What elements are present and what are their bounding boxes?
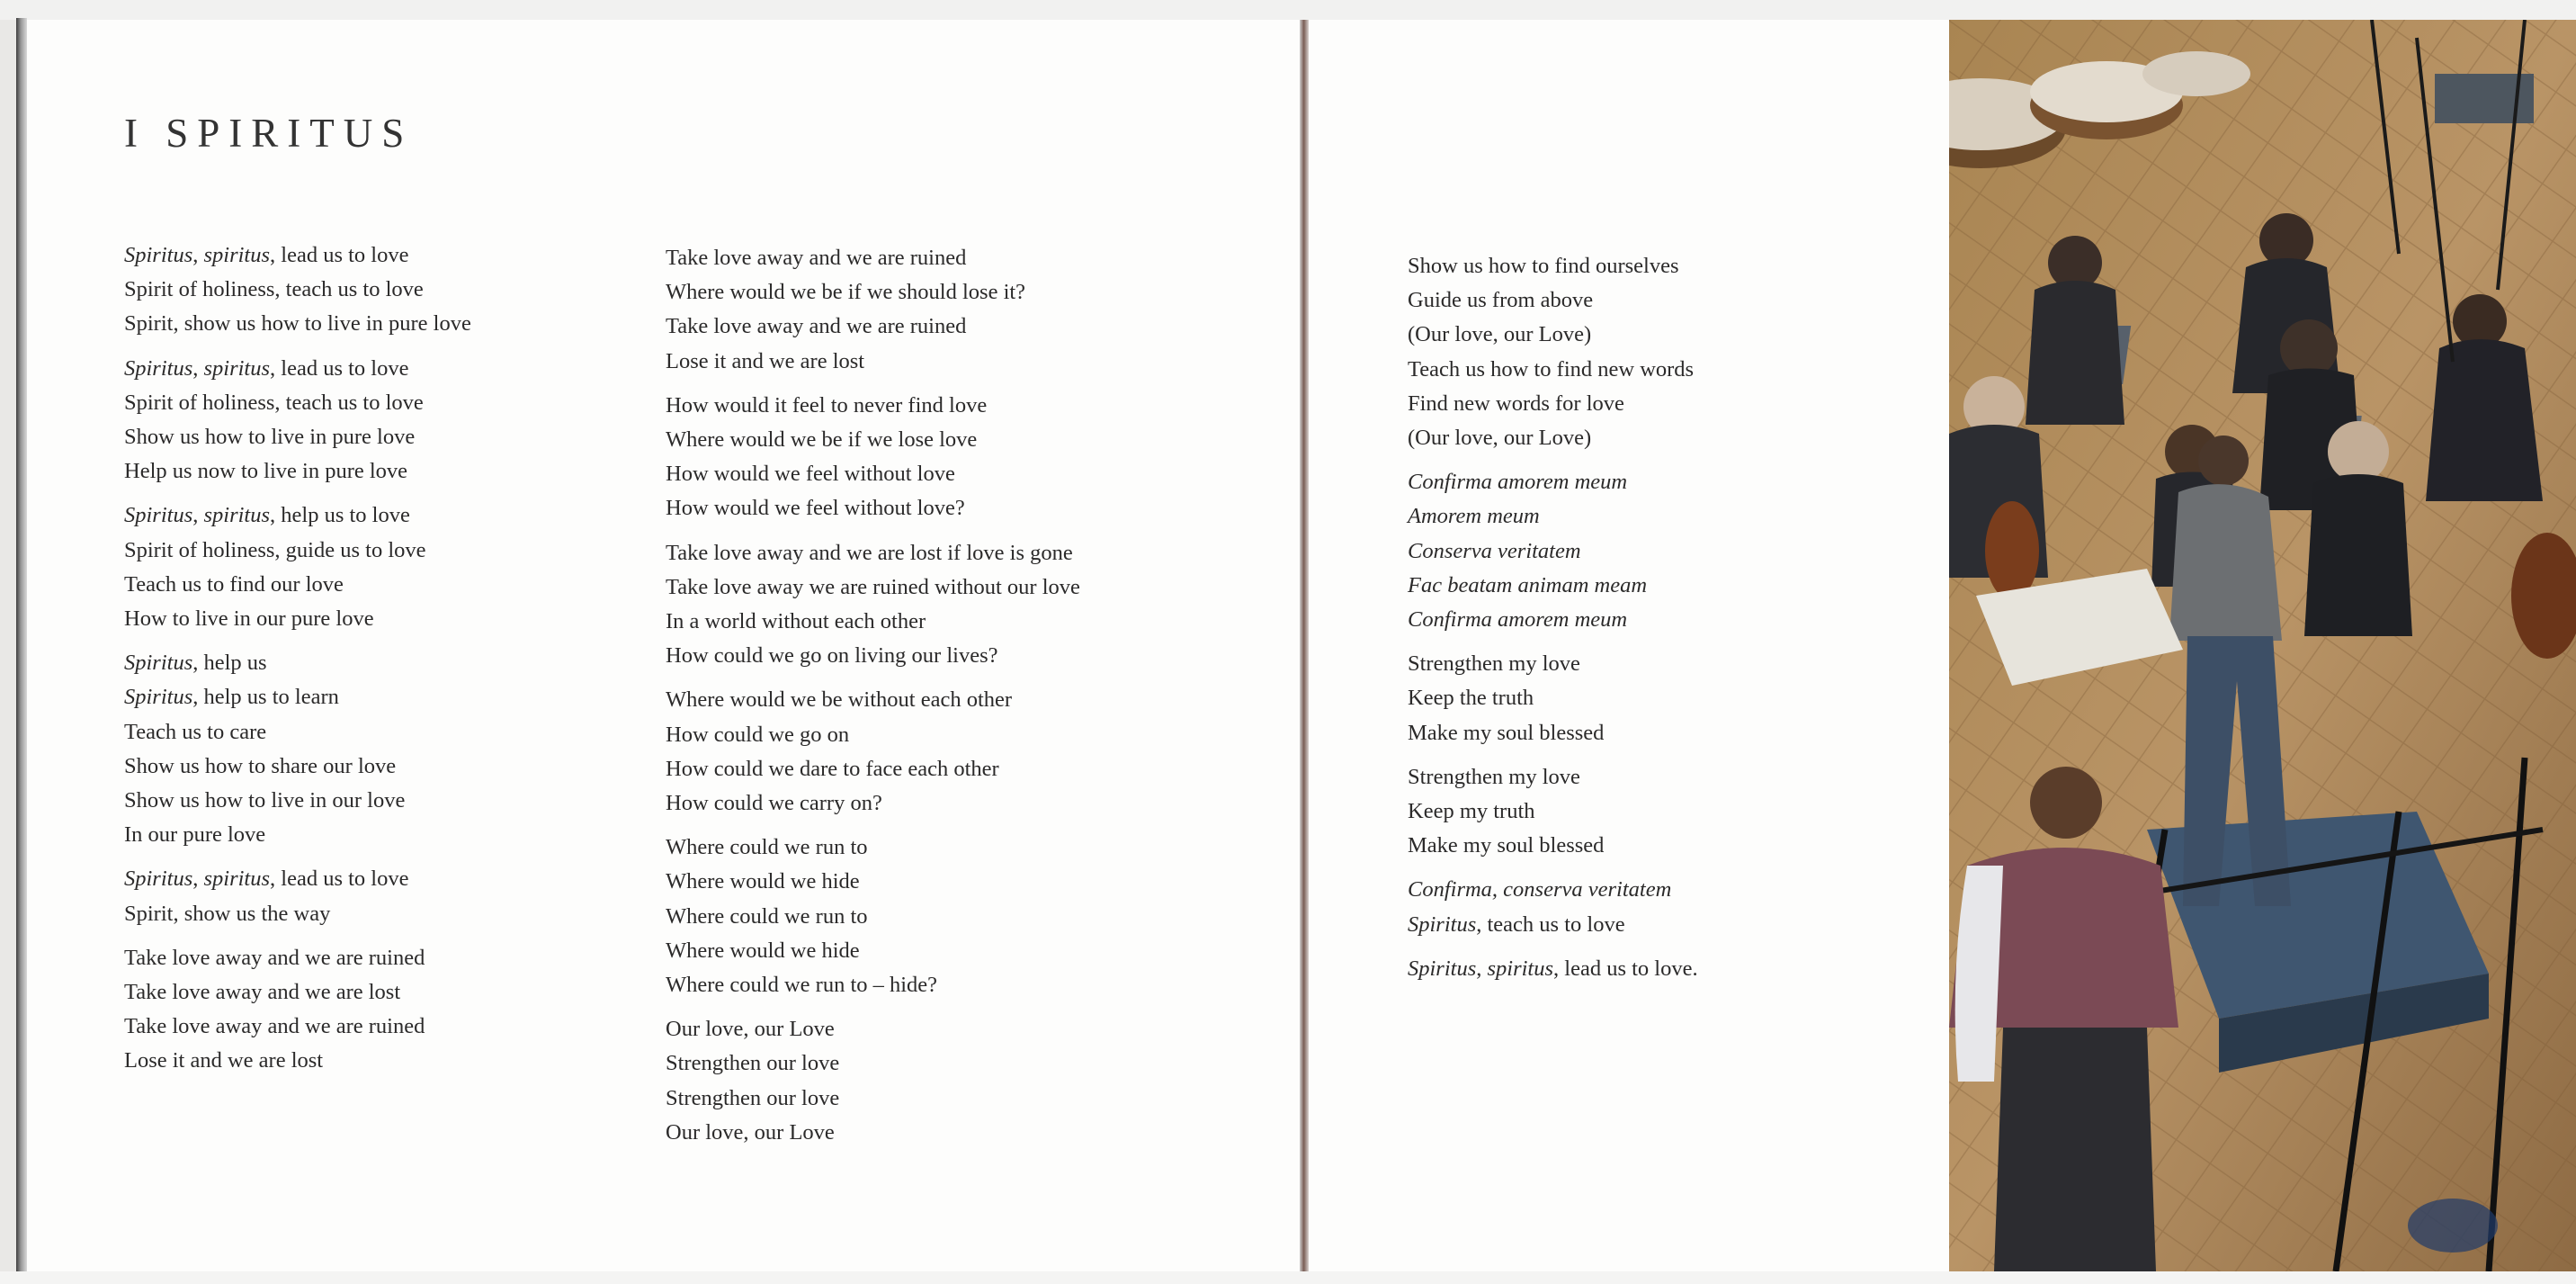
lyric-text: Where would we be if we lose love [666,427,978,453]
lyric-text: Spirit of holiness, guide us to love [124,537,426,562]
lyric-line [1408,873,1698,907]
lyric-text: , [1476,956,1488,981]
lyric-text-italic: Spiritus [124,685,193,710]
lyric-line [124,715,471,750]
lyric-text-italic: Spiritus [1408,956,1477,981]
lyric-stanza [1408,647,1698,750]
lyric-text: , [192,503,204,528]
lyric-stanza [1408,249,1698,455]
lyric-line [1408,283,1698,318]
lyric-text-italic: Spiritus [124,243,193,267]
lyric-text: Teach us to find our love [124,571,344,597]
booklet-gutter [1300,20,1309,1271]
lyric-text: How would we feel without love? [666,496,965,521]
lyric-text-italic: spiritus [203,243,271,267]
lyric-text-italic: Fac beatam animam meam [1408,572,1648,597]
lyric-text: In a world without each other [666,609,926,634]
lyric-text: Teach us how to find new words [1408,356,1695,382]
lyric-text: Spirit of holiness, teach us to love [124,277,424,302]
lyric-text: , lead us to love [270,355,409,381]
lyric-text-italic: Confirma amorem meum [1408,470,1628,495]
lyric-stanza [1408,760,1698,864]
lyric-line [666,241,1080,275]
lyric-line [124,1010,471,1044]
scan-bottom-margin [0,1271,2576,1284]
lyric-line [1408,829,1698,863]
lyric-line [1408,603,1698,637]
lyric-text: How could we dare to face each other [666,756,999,781]
lyric-stanza [124,352,471,489]
lyric-stanza [666,683,1080,821]
lyric-line [1408,465,1698,499]
lyric-text: Spirit of holiness, teach us to love [124,390,424,415]
lyric-line [124,941,471,975]
lyric-text: Strengthen my love [1408,764,1580,789]
lyric-line [124,602,471,636]
lyrics-column-3 [1408,249,1698,996]
lyric-text: Our love, our Love [666,1119,835,1145]
lyric-stanza [124,862,471,930]
lyric-text: Where could we run to [666,835,868,860]
lyric-text-italic: Spiritus [124,866,193,892]
lyric-text: Our love, our Love [666,1017,835,1042]
lyric-line [124,862,471,896]
lyric-text: Where would we hide [666,938,860,963]
lyric-text: Spirit, show us the way [124,901,331,926]
lyric-line [666,683,1080,717]
lyric-text: Strengthen our love [666,1085,840,1110]
lyric-text: Lose it and we are lost [666,348,865,373]
lyric-text-italic: Spiritus [124,503,193,528]
lyric-line [1408,647,1698,681]
lyric-text: Lose it and we are lost [124,1048,324,1073]
lyric-stanza [666,241,1080,379]
lyric-text: Where would we be without each other [666,687,1013,713]
lyric-line [666,275,1080,310]
lyric-text: Keep the truth [1408,686,1534,711]
lyric-text: , lead us to love. [1553,956,1698,981]
lyric-line [1408,387,1698,421]
lyric-line [124,1044,471,1078]
lyric-line [124,454,471,489]
lyric-text: Take love away and we are ruined [124,945,425,970]
lyric-line [1408,908,1698,942]
lyric-text: How could we go on [666,722,850,747]
lyric-text: Keep my truth [1408,799,1535,824]
lyric-line [124,307,471,341]
lyric-text: How would we feel without love [666,462,955,487]
lyric-text: , [192,355,204,381]
lyric-text: , teach us to love [1476,911,1625,937]
orchestra-recording-photo [1949,20,2576,1271]
lyric-text: Guide us from above [1408,288,1594,313]
lyric-text-italic: spiritus [203,355,271,381]
lyric-line [666,1116,1080,1150]
lyric-text: , lead us to love [270,243,409,267]
track-heading: I SPIRITUS [124,111,414,156]
lyric-text: Find new words for love [1408,391,1624,416]
lyric-text: Show us how to find ourselves [1408,254,1679,278]
lyric-line [666,934,1080,968]
lyric-line [1408,534,1698,569]
lyric-stanza [666,831,1080,1002]
lyric-line [666,639,1080,673]
lyric-text: Spirit, show us how to live in pure love [124,311,471,337]
lyric-text: (Our love, our Love) [1408,426,1592,451]
lyric-line [124,498,471,533]
lyric-text: Take love away we are ruined without our love [666,574,1080,599]
lyric-line [1408,681,1698,715]
lyric-text-italic: Confirma amorem meum [1408,607,1628,633]
lyric-line [666,786,1080,821]
lyric-line [1408,421,1698,455]
lyric-text: Where would we hide [666,869,860,894]
lyric-line [124,238,471,273]
lyric-text-italic: Spiritus [124,355,193,381]
lyric-line [124,897,471,931]
lyric-text: Where could we run to – hide? [666,973,938,998]
lyric-text: Take love away and we are ruined [124,1014,425,1039]
lyric-text: How could we go on living our lives? [666,643,998,669]
lyric-text: Where could we run to [666,903,868,929]
lyric-line [666,457,1080,491]
lyric-line [124,534,471,568]
lyric-text: Help us now to live in pure love [124,459,408,484]
lyric-text-italic: Spiritus [124,651,193,676]
booklet-left-edge [16,18,27,1284]
lyric-line [124,750,471,784]
lyric-line [666,1082,1080,1116]
lyric-text: Make my soul blessed [1408,833,1605,858]
lyrics-column-2 [666,241,1080,1160]
lyric-text: (Our love, our Love) [1408,322,1592,347]
lyric-text: , lead us to love [270,866,409,892]
lyric-line [1408,952,1698,986]
lyric-line [1408,353,1698,387]
lyric-line [124,386,471,420]
lyric-text: How to live in our pure love [124,606,374,632]
lyric-line [666,1046,1080,1081]
lyric-text: , help us [192,651,267,676]
lyric-line [666,536,1080,570]
lyric-text-italic: Amorem meum [1408,504,1540,529]
lyric-text-italic: Confirma, conserva veritatem [1408,877,1672,902]
lyric-text-italic: Conserva veritatem [1408,538,1581,563]
lyric-text: , help us to learn [192,685,339,710]
lyric-line [124,784,471,818]
lyrics-column-1 [124,238,471,1089]
lyric-line [124,352,471,386]
lyric-text: Teach us to care [124,719,267,744]
lyric-text: Take love away and we are ruined [666,314,967,339]
lyric-line [666,865,1080,899]
lyric-line [666,605,1080,639]
lyric-text: Take love away and we are ruined [666,246,967,270]
lyric-stanza [666,1012,1080,1150]
lyric-line [1408,499,1698,534]
lyric-text: Show us how to share our love [124,753,397,778]
lyric-stanza [1408,873,1698,941]
lyric-text: , help us to love [270,503,410,528]
lyric-text: Take love away and we are lost [124,980,401,1005]
lyric-line [1408,760,1698,795]
lyric-line [124,273,471,307]
lyric-text: In our pure love [124,822,266,848]
lyric-line [1408,569,1698,603]
lyric-line [666,900,1080,934]
lyric-text: Make my soul blessed [1408,720,1605,745]
lyric-line [124,646,471,680]
lyric-stanza [666,389,1080,526]
lyric-stanza [124,646,471,852]
lyric-text: Strengthen our love [666,1051,840,1076]
lyric-line [124,568,471,602]
lyric-text-italic: spiritus [203,866,271,892]
lyric-line [1408,716,1698,750]
lyric-text: , [192,866,204,892]
lyric-text: How would it feel to never find love [666,392,988,418]
lyric-text: Take love away and we are lost if love is gone [666,540,1073,565]
lyric-line [124,680,471,714]
lyric-stanza [124,498,471,636]
lyric-stanza [1408,952,1698,986]
lyric-text: Show us how to live in our love [124,788,406,813]
lyric-line [666,570,1080,605]
lyric-line [1408,249,1698,283]
lyric-text: Strengthen my love [1408,651,1580,677]
lyric-text-italic: spiritus [1487,956,1554,981]
lyric-line [124,420,471,454]
lyric-text-italic: Spiritus [1408,911,1477,937]
lyric-text: Show us how to live in pure love [124,425,416,450]
lyric-line [666,1012,1080,1046]
lyric-line [666,345,1080,379]
lyric-line [666,310,1080,344]
lyric-line [124,818,471,852]
lyric-line [666,491,1080,525]
lyric-text: Where would we be if we should lose it? [666,280,1026,305]
lyric-line [666,423,1080,457]
lyric-line [666,718,1080,752]
lyric-line [666,389,1080,423]
lyric-line [666,968,1080,1002]
lyric-text: , [192,243,204,267]
lyric-stanza [124,941,471,1079]
lyric-stanza [666,536,1080,674]
scan-top-margin [0,0,2576,20]
lyric-line [1408,318,1698,352]
lyric-stanza [124,238,471,342]
lyric-text: How could we carry on? [666,791,882,816]
lyric-text-italic: spiritus [203,503,271,528]
lyric-stanza [1408,465,1698,637]
lyric-line [1408,795,1698,829]
lyric-line [666,831,1080,865]
lyric-line [666,752,1080,786]
lyric-line [124,975,471,1010]
